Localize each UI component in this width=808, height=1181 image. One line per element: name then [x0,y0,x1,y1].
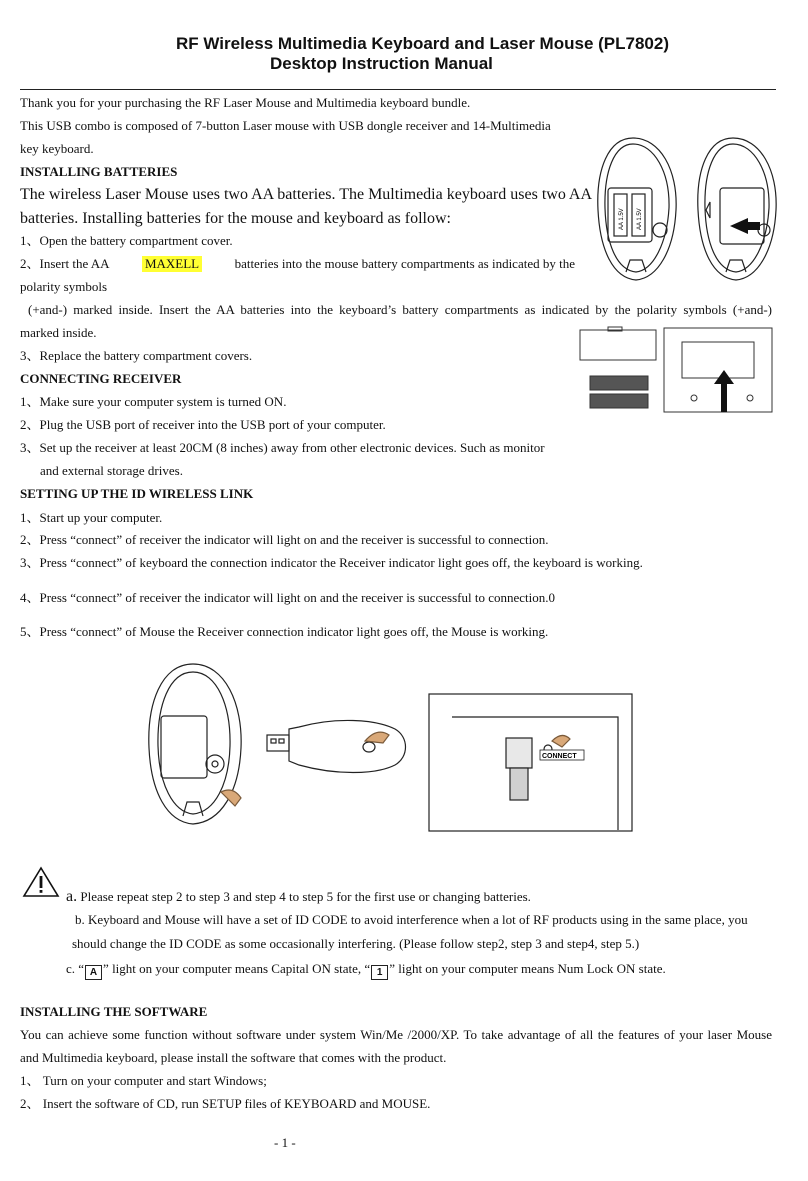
receiver-step-1: 1、Make sure your computer system is turned ON. [20,394,287,409]
software-step-2: 2、 Insert the software of CD, run SETUP files of KEYBOARD and MOUSE. [20,1096,431,1111]
insert-arrow-icon [730,218,760,234]
up-arrow-icon [714,370,734,412]
note-b: b. Keyboard and Mouse will have a set of ID CODE to avoid interference when a lot of RF products using in the same place, you [75,912,748,927]
receiver-step-3-cont: and external storage drives. [40,463,183,478]
receiver-step-2: 2、Plug the USB port of receiver into the USB port of your computer. [20,417,386,432]
link-step-4: 4、Press “connect” of receiver the indicator will light on and the receiver is successful to connection.0 [20,590,555,605]
note-c-suffix: ” light on your computer means Num Lock ON state. [389,961,666,976]
batteries-step-3: 3、Replace the battery compartment covers. [20,348,253,363]
keyboard-connect-illustration [428,693,634,833]
warning-icon [22,866,60,898]
section-heading-software: INSTALLING THE SOFTWARE [20,1004,208,1019]
batteries-step-2-cont: (+and-) marked inside. Insert the AA batteries into the keyboard’s battery compartments as indicated by the polarity symbols (+and-) [28,302,772,317]
note-a [66,887,531,907]
mouse-battery-illustration [588,130,778,285]
section-heading-receiver: CONNECTING RECEIVER [20,371,182,386]
page-title: RF Wireless Multimedia Keyboard and Laser Mouse (PL7802) [176,34,669,53]
caps-lock-key-icon: A [85,965,102,980]
receiver-illustration [265,713,410,777]
page-number: - 1 - [274,1135,296,1150]
link-step-1: 1、Start up your computer. [20,510,163,525]
batteries-lead: The wireless Laser Mouse uses two AA batteries. The Multimedia keyboard uses two AA [20,186,593,203]
note-c-mid: ” light on your computer means Capital ON state, “ [103,961,371,976]
batteries-step-2-cont: polarity symbols [20,279,108,294]
num-lock-key-icon: 1 [371,965,388,980]
intro-line: Thank you for your purchasing the RF Laser Mouse and Multimedia keyboard bundle. [20,95,471,110]
section-heading-batteries: INSTALLING BATTERIES [20,164,178,179]
step-2-prefix: 2、Insert the AA [20,256,110,271]
note-a-text: Please repeat step 2 to step 3 and step 4 to step 5 for the first use or changing batteries. [80,889,531,904]
intro-line: key keyboard. [20,141,94,156]
software-intro: You can achieve some function without software under system Win/Me /2000/XP. To take advantage of all the features of your laser Mouse [20,1027,772,1042]
note-c-prefix: c. “ [66,961,85,976]
mouse-connect-illustration [143,660,253,828]
connect-label: CONNECT [542,753,577,760]
link-step-2: 2、Press “connect” of receiver the indicator will light on and the receiver is successful to connection. [20,532,549,547]
battery-label: AA 1.5V [637,208,643,230]
step-2-suffix: batteries into the mouse battery compartments as indicated by the [234,256,575,271]
batteries-lead: batteries. Installing batteries for the mouse and keyboard as follow: [20,210,451,227]
link-step-5: 5、Press “connect” of Mouse the Receiver connection indicator light goes off, the Mouse is working. [20,624,549,639]
software-intro-cont: and Multimedia keyboard, please install the software that comes with the product. [20,1050,447,1065]
link-step-3: 3、Press “connect” of keyboard the connection indicator the Receiver indicator light goes off, the keyboard is working. [20,555,643,570]
batteries-step-2 [20,256,575,272]
battery-label: AA 1.5V [619,208,625,230]
title-divider [20,89,776,90]
note-b-cont: should change the ID CODE as some occasionally interfering. (Please follow step2, step 3 and step4, step 5.) [72,936,640,951]
note-c [66,961,666,980]
batteries-step-2-cont: marked inside. [20,325,97,340]
batteries-step-1: 1、Open the battery compartment cover. [20,233,233,248]
page-subtitle: Desktop Instruction Manual [270,54,493,73]
receiver-step-3: 3、Set up the receiver at least 20CM (8 inches) away from other electronic devices. Such as monitor [20,440,545,455]
note-a-marker: a. [66,888,78,905]
section-heading-link: SETTING UP THE ID WIRELESS LINK [20,486,254,501]
keyboard-battery-illustration [578,326,776,414]
software-step-1: 1、 Turn on your computer and start Windows; [20,1073,267,1088]
intro-line: This USB combo is composed of 7-button Laser mouse with USB dongle receiver and 14-Multimedia [20,118,551,133]
battery-brand-highlight: MAXELL [142,256,202,272]
